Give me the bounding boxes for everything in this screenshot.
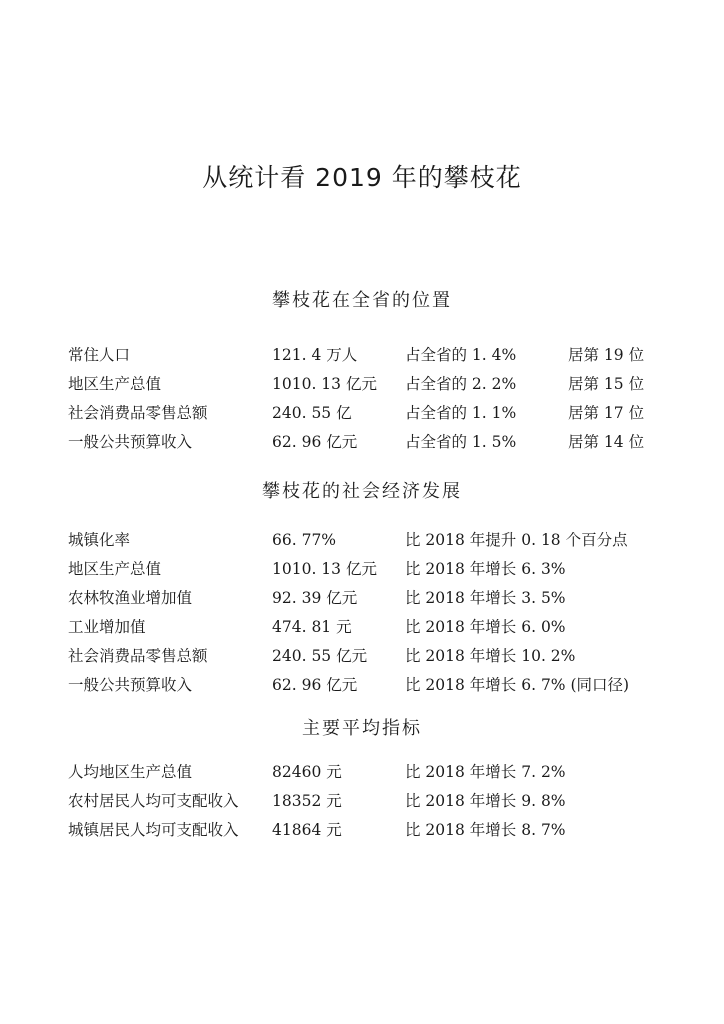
table-row <box>0 399 724 428</box>
indicator-value: 1010. 13 亿元 <box>272 560 377 578</box>
indicator-name: 工业增加值 <box>68 618 146 636</box>
province-rank: 居第 15 位 <box>568 375 645 393</box>
table-row <box>0 816 724 845</box>
province-share: 占全省的 1. 4% <box>405 346 517 364</box>
province-rank: 居第 14 位 <box>568 433 645 451</box>
province-share: 占全省的 1. 5% <box>405 433 517 451</box>
indicator-name: 农林牧渔业增加值 <box>68 589 193 607</box>
indicator-value: 62. 96 亿元 <box>272 433 358 451</box>
table-row <box>0 428 724 457</box>
indicator-name: 城镇化率 <box>68 531 131 549</box>
indicator-value: 240. 55 亿元 <box>272 647 368 665</box>
table-row <box>0 613 724 642</box>
indicator-name: 常住人口 <box>68 346 131 364</box>
indicator-value: 41864 元 <box>272 821 342 839</box>
indicator-value: 1010. 13 亿元 <box>272 375 377 393</box>
indicator-value: 240. 55 亿 <box>272 404 352 422</box>
section-title-province-position: 攀枝花在全省的位置 <box>272 290 452 311</box>
indicator-value: 92. 39 亿元 <box>272 589 358 607</box>
year-over-year-change: 比 2018 年增长 9. 8% <box>405 792 566 810</box>
province-share: 占全省的 1. 1% <box>405 404 517 422</box>
indicator-name: 社会消费品零售总额 <box>68 404 208 422</box>
year-over-year-change: 比 2018 年增长 3. 5% <box>405 589 566 607</box>
indicator-name: 一般公共预算收入 <box>68 676 193 694</box>
table-row <box>0 584 724 613</box>
year-over-year-change: 比 2018 年增长 8. 7% <box>405 821 566 839</box>
table-row <box>0 671 724 700</box>
page-title: 从统计看 2019 年的攀枝花 <box>202 163 522 192</box>
indicator-value: 18352 元 <box>272 792 342 810</box>
indicator-value: 121. 4 万人 <box>272 346 358 364</box>
table-row <box>0 341 724 370</box>
table-row <box>0 370 724 399</box>
indicator-name: 地区生产总值 <box>68 375 162 393</box>
year-over-year-change: 比 2018 年增长 10. 2% <box>405 647 576 665</box>
indicator-value: 474. 81 元 <box>272 618 352 636</box>
indicator-name: 地区生产总值 <box>68 560 162 578</box>
indicator-value: 66. 77% <box>272 531 337 549</box>
province-share: 占全省的 2. 2% <box>405 375 517 393</box>
indicator-name: 城镇居民人均可支配收入 <box>68 821 239 839</box>
section-title-economic-development: 攀枝花的社会经济发展 <box>262 481 462 502</box>
section-title-average-indicators: 主要平均指标 <box>302 718 422 739</box>
year-over-year-change: 比 2018 年增长 6. 3% <box>405 560 566 578</box>
province-rank: 居第 19 位 <box>568 346 645 364</box>
year-over-year-change: 比 2018 年增长 7. 2% <box>405 763 566 781</box>
indicator-name: 社会消费品零售总额 <box>68 647 208 665</box>
indicator-value: 62. 96 亿元 <box>272 676 358 694</box>
indicator-name: 人均地区生产总值 <box>68 763 193 781</box>
year-over-year-change: 比 2018 年增长 6. 7% (同口径) <box>405 676 630 694</box>
province-rank: 居第 17 位 <box>568 404 645 422</box>
table-row <box>0 787 724 816</box>
indicator-value: 82460 元 <box>272 763 342 781</box>
year-over-year-change: 比 2018 年增长 6. 0% <box>405 618 566 636</box>
indicator-name: 农村居民人均可支配收入 <box>68 792 239 810</box>
year-over-year-change: 比 2018 年提升 0. 18 个百分点 <box>405 531 628 549</box>
indicator-name: 一般公共预算收入 <box>68 433 193 451</box>
table-row <box>0 555 724 584</box>
table-row <box>0 642 724 671</box>
table-row <box>0 758 724 787</box>
table-row <box>0 526 724 555</box>
